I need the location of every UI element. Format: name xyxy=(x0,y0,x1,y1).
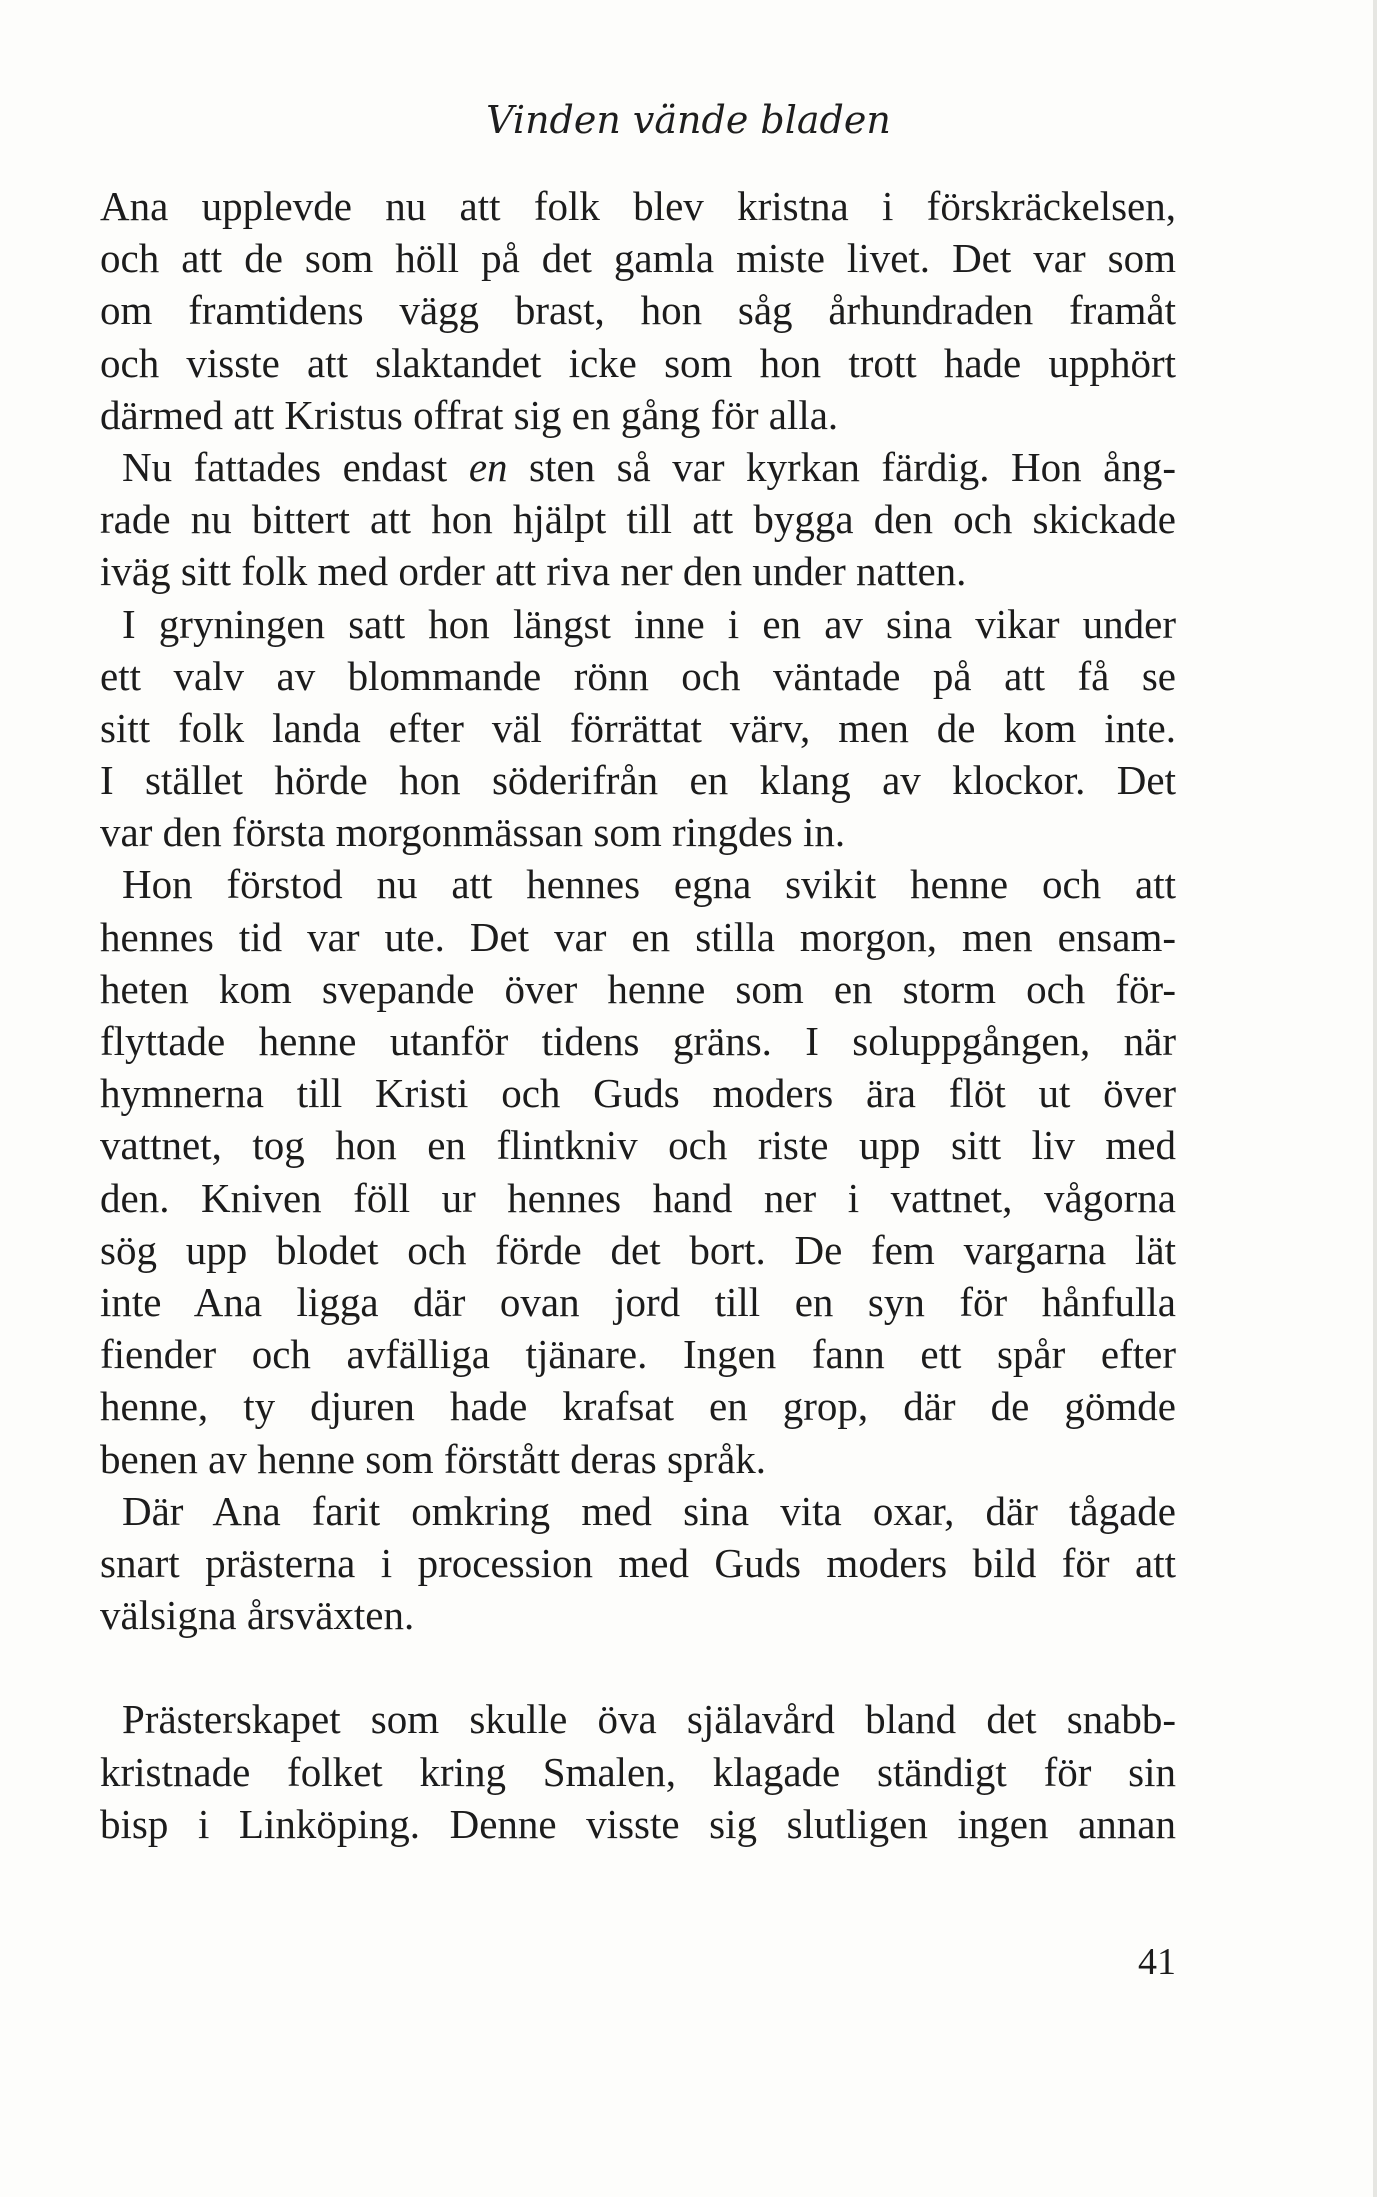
text-line: iväg sitt folk med order att riva ner den under natten. xyxy=(100,548,967,595)
text-line: vattnet, tog hon en flintkniv och riste upp sitt liv med xyxy=(100,1122,1176,1169)
text-line: sitt folk landa efter väl förrättat värv, men de kom inte. xyxy=(100,704,1176,751)
text-line: bisp i Linköping. Denne visste sig slutligen ingen annan xyxy=(100,1800,1176,1847)
text-segment: Nu fattades endast xyxy=(122,443,448,490)
text-line: I stället hörde hon söderifrån en klang av klockor. Det xyxy=(100,757,1176,804)
text-line: hennes tid var ute. Det var en stilla morgon, men ensam- xyxy=(100,913,1176,960)
section-break xyxy=(100,1641,1176,1693)
text-line: rade nu bittert att hon hjälpt till att bygga den och skickade xyxy=(100,496,1176,543)
text-line: välsigna årsväxten. xyxy=(100,1592,415,1639)
text-line: flyttade henne utanför tidens gräns. I soluppgången, när xyxy=(100,1018,1176,1064)
running-head: Vinden vände bladen xyxy=(486,98,891,142)
body-text xyxy=(100,180,1176,1850)
page-number: 41 xyxy=(1138,1941,1176,1983)
text-line: inte Ana ligga där ovan jord till en syn för hånfulla xyxy=(100,1278,1176,1325)
text-line xyxy=(100,441,1176,493)
text-line: hymnerna till Kristi och Guds moders ära flöt ut över xyxy=(100,1070,1176,1117)
text-line: benen av henne som förstått deras språk. xyxy=(100,1435,767,1482)
text-line: fiender och avfälliga tjänare. Ingen fann ett spår efter xyxy=(100,1331,1176,1378)
text-line: heten kom svepande över henne som en storm och för- xyxy=(100,965,1176,1012)
paragraph-6 xyxy=(100,1693,1176,1850)
paragraph-2 xyxy=(100,441,1176,598)
paragraph-1 xyxy=(100,180,1176,441)
text-line: därmed att Kristus offrat sig en gång för alla. xyxy=(100,391,839,438)
text-line: Där Ana farit omkring med sina vita oxar, där tågade xyxy=(122,1487,1176,1534)
text-line: henne, ty djuren hade krafsat en grop, där de gömde xyxy=(100,1383,1176,1430)
text-line: om framtidens vägg brast, hon såg århundraden framåt xyxy=(100,287,1176,334)
paragraph-5 xyxy=(100,1485,1176,1642)
paragraph-3 xyxy=(100,598,1176,859)
page-edge xyxy=(1373,0,1377,2197)
paragraph-4 xyxy=(100,858,1176,1484)
text-line: I gryningen satt hon längst inne i en av sina vikar under xyxy=(122,600,1176,647)
text-line: kristnade folket kring Smalen, klagade ständigt för sin xyxy=(100,1748,1176,1795)
text-line: Ana upplevde nu att folk blev kristna i förskräckelsen, xyxy=(100,183,1176,229)
text-line: var den första morgonmässan som ringdes in. xyxy=(100,809,846,856)
text-line: och att de som höll på det gamla miste livet. Det var som xyxy=(100,235,1176,282)
text-segment: sten så var kyrkan färdig. Hon ång- xyxy=(529,443,1176,490)
text-line: sög upp blodet och förde det bort. De fem vargarna lät xyxy=(100,1226,1176,1273)
text-line: Prästerskapet som skulle öva själavård bland det snabb- xyxy=(122,1696,1176,1743)
text-line: Hon förstod nu att hennes egna svikit henne och att xyxy=(122,861,1176,908)
text-line: den. Kniven föll ur hennes hand ner i vattnet, vågorna xyxy=(100,1174,1176,1221)
text-line: ett valv av blommande rönn och väntade på att få se xyxy=(100,652,1176,699)
emphasis-word: en xyxy=(468,443,508,490)
text-line: och visste att slaktandet icke som hon trott hade upphört xyxy=(100,339,1176,386)
text-line: snart prästerna i procession med Guds moders bild för att xyxy=(100,1539,1176,1586)
